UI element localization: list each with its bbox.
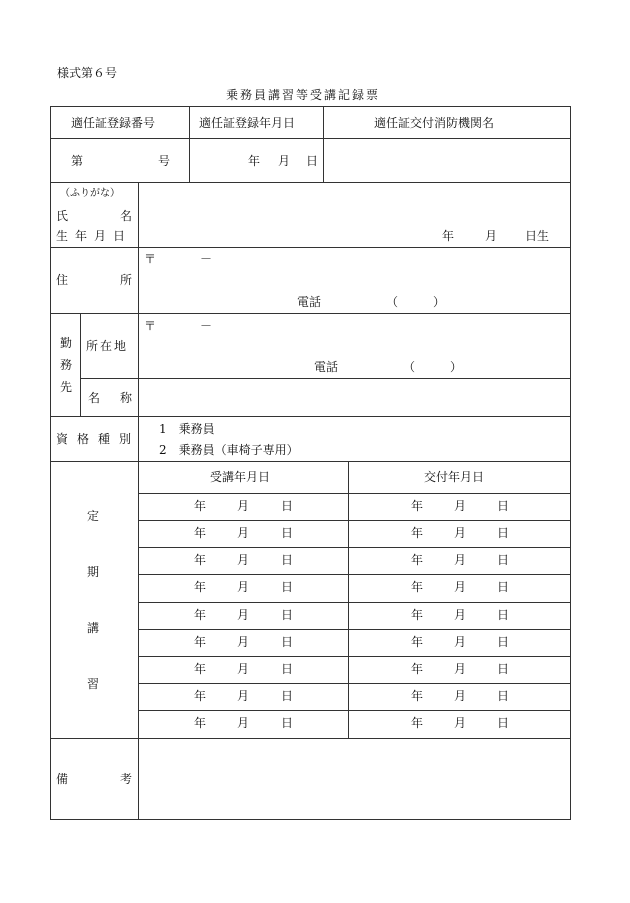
attend-date-day: 日: [281, 716, 294, 730]
birthdate-label: 生年月日: [56, 229, 133, 243]
attend-date-day: 日: [281, 689, 294, 703]
attend-date-day: 日: [281, 635, 294, 649]
training-label-2: 期: [87, 565, 100, 579]
furigana-label: （ふりがな）: [60, 188, 120, 199]
qualification-option-1: 1 乗務員: [159, 422, 215, 436]
attend-date-day: 日: [281, 608, 294, 622]
postal-mark-icon: 〒: [144, 252, 157, 266]
attend-date-year: 年: [194, 608, 207, 622]
attend-date-month: 月: [237, 662, 250, 676]
attend-date-month: 月: [237, 580, 250, 594]
issue-date-day: 日: [497, 499, 510, 513]
issue-date-month: 月: [454, 662, 467, 676]
address-paren-open: （: [386, 295, 399, 309]
reg-date-year: 年: [248, 154, 261, 168]
attend-date-month: 月: [237, 553, 250, 567]
birth-month: 月: [485, 229, 498, 243]
header-registration-number: 適任証登録番号: [71, 116, 156, 130]
issue-date-year: 年: [411, 526, 424, 540]
issue-date-year: 年: [411, 662, 424, 676]
issue-date-month: 月: [454, 635, 467, 649]
issue-date-month: 月: [454, 553, 467, 567]
issue-date-day: 日: [497, 580, 510, 594]
attend-date-year: 年: [194, 580, 207, 594]
attend-date-month: 月: [237, 499, 250, 513]
remarks-label-1: 備: [56, 772, 69, 786]
workplace-name-label-1: 名: [88, 391, 101, 405]
issue-date-month: 月: [454, 499, 467, 513]
workplace-paren-open: （: [403, 360, 416, 374]
attend-date-month: 月: [237, 608, 250, 622]
issue-date-month: 月: [454, 526, 467, 540]
issue-date-year: 年: [411, 689, 424, 703]
issue-date-month: 月: [454, 580, 467, 594]
number-dai: 第: [71, 154, 84, 168]
attend-date-month: 月: [237, 635, 250, 649]
issue-date-year: 年: [411, 635, 424, 649]
workplace-name-label-2: 称: [120, 391, 133, 405]
attend-date-year: 年: [194, 526, 207, 540]
attend-date-year: 年: [194, 689, 207, 703]
issue-date-day: 日: [497, 716, 510, 730]
address-label-2: 所: [120, 273, 133, 287]
issue-date-day: 日: [497, 662, 510, 676]
attend-date-day: 日: [281, 580, 294, 594]
attend-date-year: 年: [194, 635, 207, 649]
issue-date-year: 年: [411, 499, 424, 513]
workplace-label-1: 勤: [60, 336, 73, 350]
issue-date-day: 日: [497, 689, 510, 703]
issue-date-year: 年: [411, 580, 424, 594]
workplace-phone-label: 電話: [314, 360, 339, 374]
form-number: 様式第６号: [57, 66, 118, 80]
attend-date-day: 日: [281, 499, 294, 513]
issue-date-day: 日: [497, 635, 510, 649]
attend-date-day: 日: [281, 662, 294, 676]
issue-date-day: 日: [497, 526, 510, 540]
address-phone-label: 電話: [297, 295, 322, 309]
qualification-label: 資格種別: [56, 432, 141, 446]
workplace-postal-dash: －: [200, 319, 213, 333]
birth-day: 日生: [525, 229, 550, 243]
number-go: 号: [158, 154, 171, 168]
workplace-label-2: 務: [60, 358, 73, 372]
address-paren-close: ）: [433, 295, 446, 309]
birth-year: 年: [442, 229, 455, 243]
qualification-option-2: 2 乗務員（車椅子専用）: [159, 443, 299, 457]
issue-date-day: 日: [497, 608, 510, 622]
workplace-location-label: 所在地: [86, 339, 129, 353]
col-issue-date: 交付年月日: [424, 470, 485, 484]
training-label-4: 習: [87, 677, 100, 691]
training-label-3: 講: [87, 621, 100, 635]
workplace-paren-close: ）: [450, 360, 463, 374]
workplace-postal-mark-icon: 〒: [144, 319, 157, 333]
training-label-1: 定: [87, 509, 100, 523]
issue-date-year: 年: [411, 608, 424, 622]
reg-date-month: 月: [278, 154, 291, 168]
workplace-label-3: 先: [60, 380, 73, 394]
name-label-2: 名: [120, 209, 133, 223]
postal-dash: －: [200, 252, 213, 266]
issue-date-month: 月: [454, 608, 467, 622]
attend-date-month: 月: [237, 526, 250, 540]
issue-date-month: 月: [454, 689, 467, 703]
attend-date-day: 日: [281, 553, 294, 567]
form-title: 乗務員講習等受講記録票: [226, 88, 381, 102]
issue-date-year: 年: [411, 716, 424, 730]
attend-date-year: 年: [194, 553, 207, 567]
issue-date-month: 月: [454, 716, 467, 730]
header-registration-date: 適任証登録年月日: [199, 116, 296, 130]
name-label-1: 氏: [56, 209, 69, 223]
remarks-label-2: 考: [120, 772, 133, 786]
header-issuing-agency: 適任証交付消防機関名: [374, 116, 495, 130]
reg-date-day: 日: [306, 154, 319, 168]
issue-date-day: 日: [497, 553, 510, 567]
attend-date-month: 月: [237, 716, 250, 730]
attend-date-year: 年: [194, 716, 207, 730]
col-attend-date: 受講年月日: [210, 470, 271, 484]
attend-date-year: 年: [194, 499, 207, 513]
attend-date-day: 日: [281, 526, 294, 540]
address-label-1: 住: [56, 273, 69, 287]
attend-date-year: 年: [194, 662, 207, 676]
attend-date-month: 月: [237, 689, 250, 703]
issue-date-year: 年: [411, 553, 424, 567]
